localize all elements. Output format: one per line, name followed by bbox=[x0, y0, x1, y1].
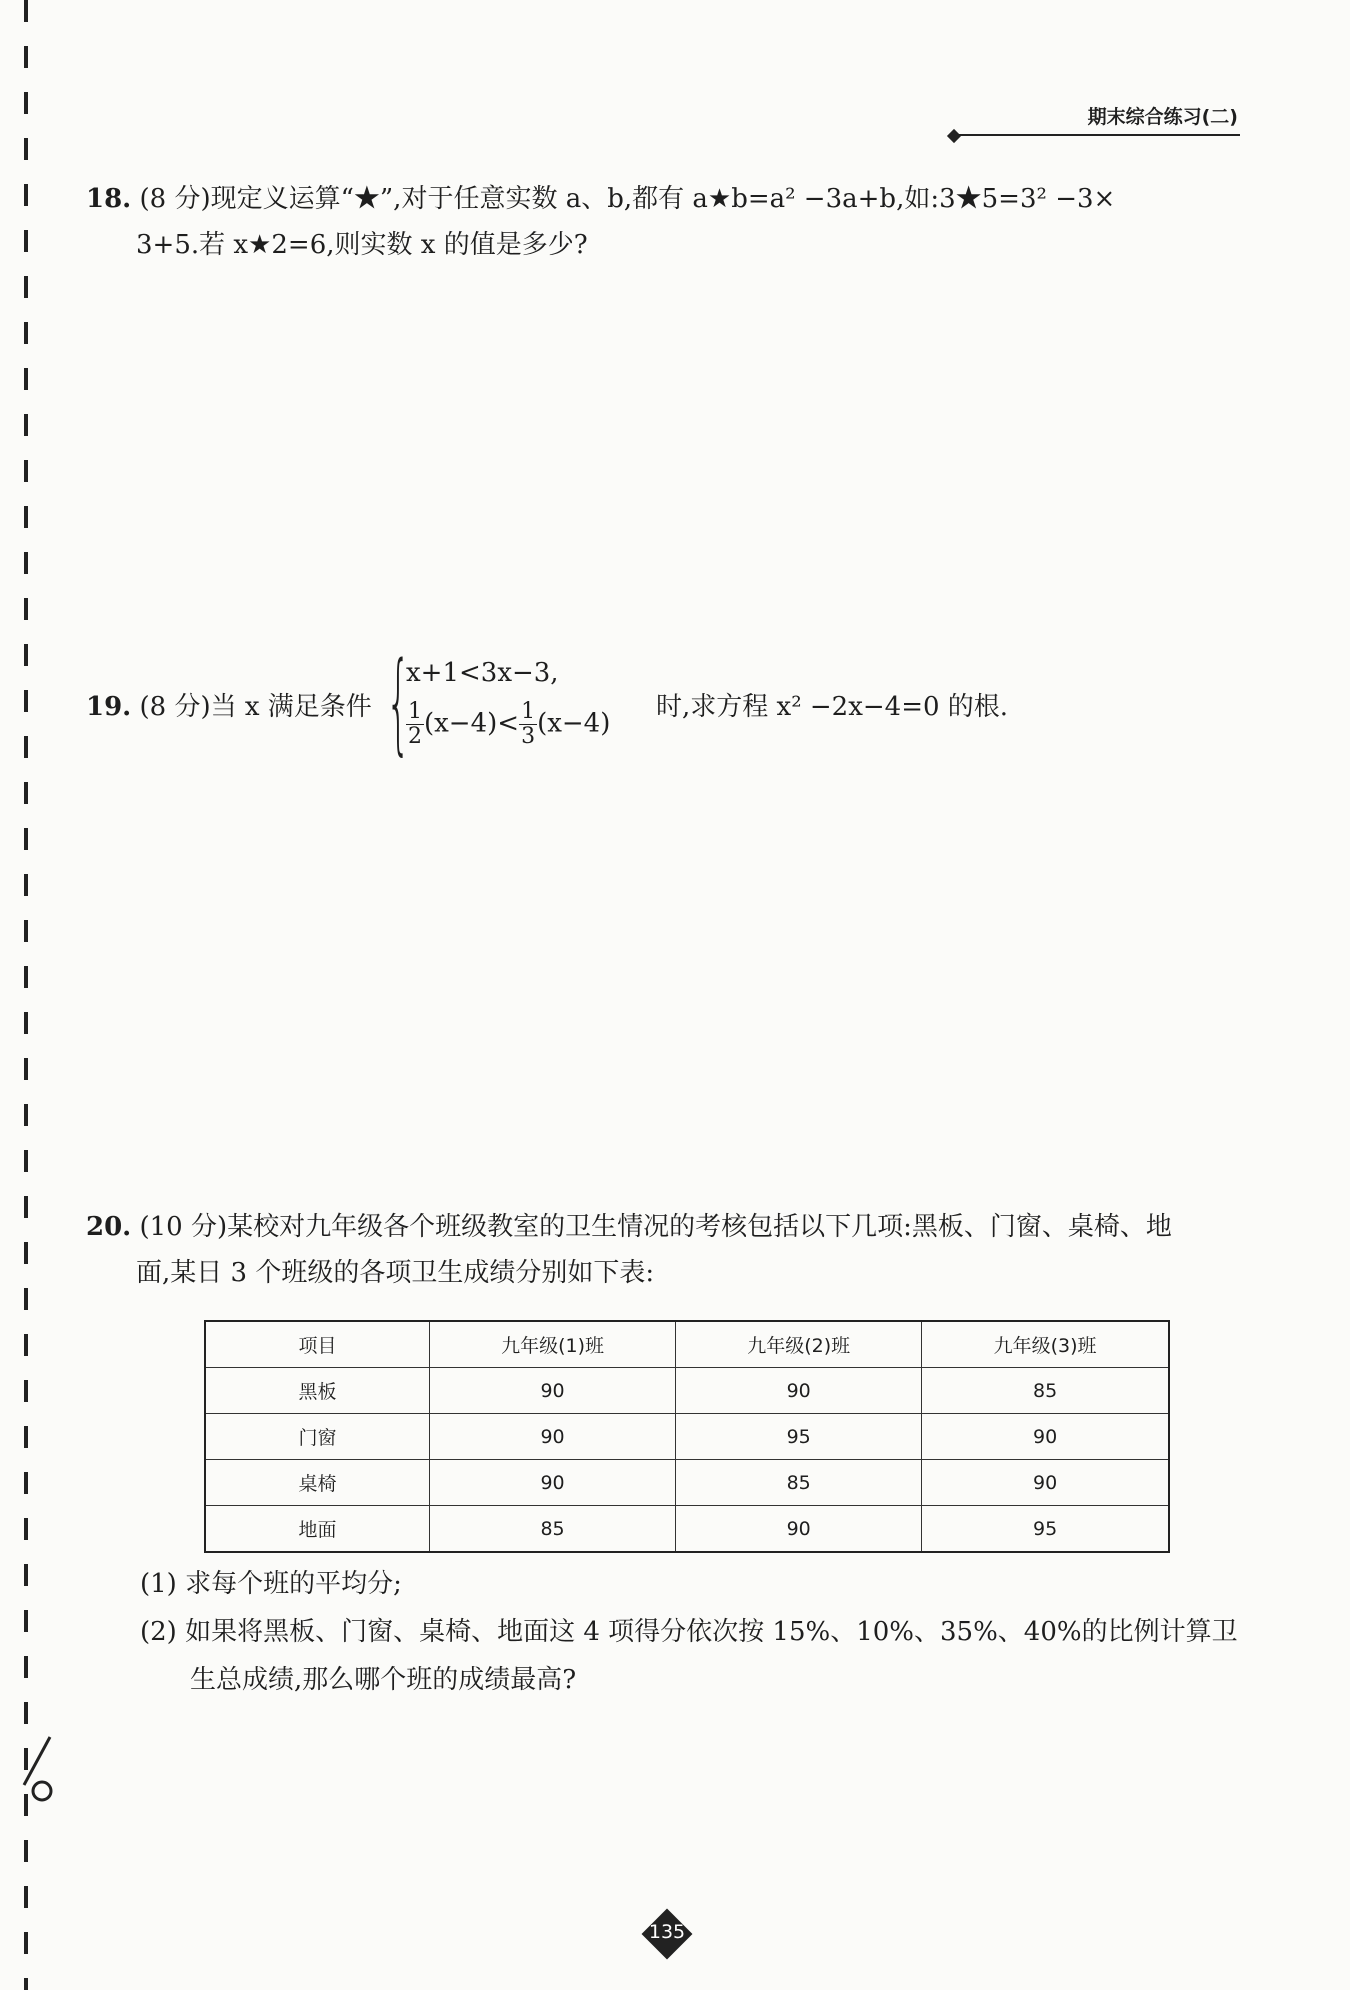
row-label: 地面 bbox=[205, 1506, 430, 1553]
condition-1: x+1<3x−3, bbox=[406, 658, 559, 688]
page-number-text: 135 bbox=[648, 1921, 686, 1943]
page-number bbox=[641, 1908, 693, 1960]
page-header bbox=[955, 100, 1240, 136]
question-18 bbox=[86, 176, 1246, 268]
question-number: 20. bbox=[86, 1212, 132, 1242]
sub-questions bbox=[140, 1560, 1250, 1704]
table-cell: 90 bbox=[676, 1368, 922, 1414]
table-cell: 95 bbox=[676, 1414, 922, 1460]
brace: { bbox=[386, 638, 411, 766]
table-cell: 85 bbox=[430, 1506, 676, 1553]
table-row bbox=[205, 1460, 1169, 1506]
table-cell: 90 bbox=[430, 1414, 676, 1460]
table-row bbox=[205, 1506, 1169, 1553]
header-cell: 九年级(2)班 bbox=[676, 1321, 922, 1368]
question-text-line1: (8 分)现定义运算“★”,对于任意实数 a、b,都有 a★b=a² −3a+b,如:3★5=3² −3× bbox=[139, 184, 1116, 214]
table-cell: 90 bbox=[430, 1460, 676, 1506]
table-cell: 90 bbox=[676, 1506, 922, 1553]
table-cell: 90 bbox=[922, 1414, 1169, 1460]
sub-question-2: (2) 如果将黑板、门窗、桌椅、地面这 4 项得分依次按 15%、10%、35%、40%的比例计算卫生总成绩,那么哪个班的成绩最高? bbox=[140, 1617, 1238, 1695]
table-row bbox=[205, 1368, 1169, 1414]
table-header-row bbox=[205, 1321, 1169, 1368]
question-number: 18. bbox=[86, 184, 132, 214]
table-cell: 90 bbox=[922, 1460, 1169, 1506]
header-cell: 九年级(3)班 bbox=[922, 1321, 1169, 1368]
diamond-icon bbox=[947, 129, 961, 143]
table-cell: 85 bbox=[676, 1460, 922, 1506]
question-number: 19. bbox=[86, 692, 132, 722]
table-cell: 95 bbox=[922, 1506, 1169, 1553]
row-label: 黑板 bbox=[205, 1368, 430, 1414]
condition-2: $\frac{1}{2}$ (x−4)< $\frac{1}{3}$ (x−4) bbox=[408, 699, 611, 749]
header-cell: 项目 bbox=[205, 1321, 430, 1368]
table-row bbox=[205, 1414, 1169, 1460]
cut-line bbox=[24, 0, 28, 1990]
sub-question-1: (1) 求每个班的平均分; bbox=[140, 1569, 402, 1599]
header-cell: 九年级(1)班 bbox=[430, 1321, 676, 1368]
question-suffix: 时,求方程 x² −2x−4=0 的根. bbox=[656, 692, 1009, 722]
table-cell: 85 bbox=[922, 1368, 1169, 1414]
question-text-line1: (10 分)某校对九年级各个班级教室的卫生情况的考核包括以下几项:黑板、门窗、桌椅、地 bbox=[139, 1212, 1172, 1242]
row-label: 桌椅 bbox=[205, 1460, 430, 1506]
header-title: 期末综合练习(二) bbox=[1087, 106, 1238, 128]
question-text-line2: 3+5.若 x★2=6,则实数 x 的值是多少? bbox=[136, 230, 588, 260]
fraction: $\frac{1}{3}$ bbox=[521, 699, 536, 749]
table-cell: 90 bbox=[430, 1368, 676, 1414]
fraction: $\frac{1}{2}$ bbox=[408, 699, 422, 749]
question-20 bbox=[86, 1204, 1246, 1296]
row-label: 门窗 bbox=[205, 1414, 430, 1460]
scores-table bbox=[204, 1320, 1170, 1553]
question-19 bbox=[86, 638, 1266, 780]
question-prefix: (8 分)当 x 满足条件 bbox=[139, 692, 372, 722]
handwritten-mark bbox=[20, 1735, 60, 1805]
question-text-line2: 面,某日 3 个班级的各项卫生成绩分别如下表: bbox=[136, 1258, 655, 1288]
